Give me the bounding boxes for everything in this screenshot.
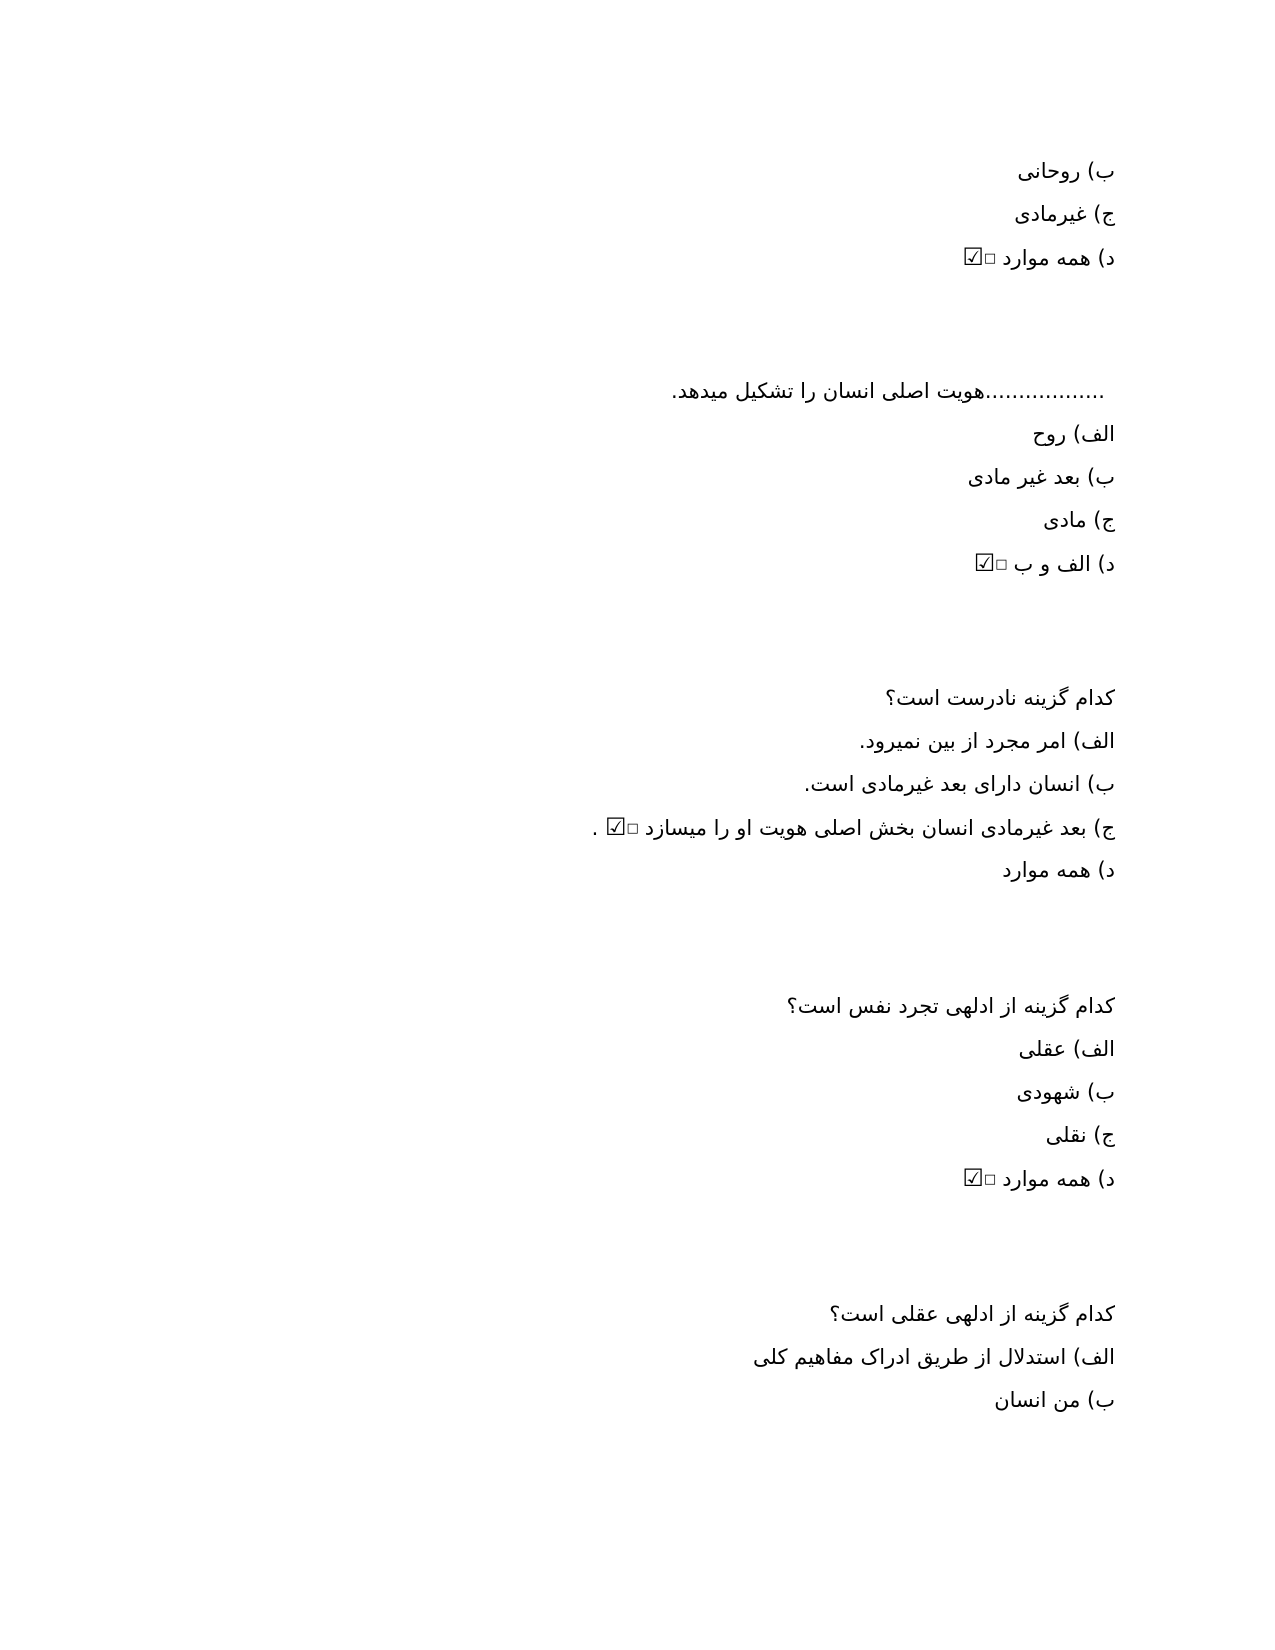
- question-label: کدام گزینه از ادلهی عقلی است؟: [829, 1302, 1115, 1326]
- option-text: د) همه موارد: [1002, 1167, 1115, 1191]
- placeholder-box-icon: □: [983, 251, 997, 266]
- option-text: د) الف و ب: [1013, 552, 1115, 576]
- question-block-1: [415, 150, 1115, 279]
- question-block-2: [415, 370, 1115, 585]
- question-label: کدام گزینه نادرست است؟: [884, 686, 1115, 710]
- option-text: الف) روح: [1032, 422, 1115, 446]
- option-c: [415, 193, 1115, 236]
- option-suffix: .: [591, 816, 599, 840]
- option-text: ج) مادی: [1043, 508, 1115, 532]
- option-text: د) همه موارد: [1002, 246, 1115, 270]
- question-label: کدام گزینه از ادلهی تجرد نفس است؟: [786, 994, 1115, 1018]
- option-text: الف) عقلی: [1018, 1037, 1115, 1061]
- question-text: [415, 1293, 1115, 1336]
- option-a: [415, 1336, 1115, 1379]
- option-text: ج) بعد غیرمادی انسان بخش اصلی هویت او را میسازد: [644, 816, 1115, 840]
- option-c: [415, 806, 1115, 849]
- option-text: ب) انسان دارای بعد غیرمادی است.: [803, 772, 1115, 796]
- option-text: الف) امر مجرد از بین نمیرود.: [858, 729, 1115, 753]
- checkbox-checked-icon: ☑: [962, 243, 984, 271]
- question-block-4: [415, 985, 1115, 1200]
- placeholder-box-icon: □: [983, 1172, 997, 1187]
- checkbox-checked-icon: ☑: [973, 549, 996, 577]
- option-a: [415, 720, 1115, 763]
- option-text: ب) شهودی: [1016, 1080, 1115, 1104]
- option-d: [415, 1157, 1115, 1200]
- option-d: [415, 542, 1115, 585]
- option-text: ج) نقلی: [1045, 1123, 1115, 1147]
- option-text: د) همه موارد: [1002, 858, 1115, 882]
- option-b: [415, 763, 1115, 806]
- option-text: ج) غیرمادی: [1014, 202, 1115, 226]
- option-d: [415, 236, 1115, 279]
- question-block-5: [415, 1293, 1115, 1422]
- option-b: [415, 456, 1115, 499]
- option-c: [415, 499, 1115, 542]
- question-text: [415, 985, 1115, 1028]
- option-a: [415, 413, 1115, 456]
- option-d: [415, 849, 1115, 892]
- question-text: [415, 370, 1115, 413]
- option-text: ب) من انسان: [994, 1388, 1115, 1412]
- option-text: ب) روحانی: [1017, 159, 1115, 183]
- option-text: ب) بعد غیر مادی: [967, 465, 1115, 489]
- placeholder-box-icon: □: [995, 557, 1008, 572]
- placeholder-box-icon: □: [626, 821, 639, 836]
- option-c: [415, 1114, 1115, 1157]
- checkbox-checked-icon: ☑: [604, 813, 627, 841]
- question-block-3: [415, 677, 1115, 892]
- option-text: الف) استدلال از طریق ادراک مفاهیم کلی: [753, 1345, 1115, 1369]
- option-b: [415, 150, 1115, 193]
- question-text: [415, 677, 1115, 720]
- option-b: [415, 1071, 1115, 1114]
- checkbox-checked-icon: ☑: [962, 1164, 984, 1192]
- question-label: ..................هویت اصلی انسان را تشکیل میدهد.: [670, 379, 1105, 403]
- option-a: [415, 1028, 1115, 1071]
- option-b: [415, 1379, 1115, 1422]
